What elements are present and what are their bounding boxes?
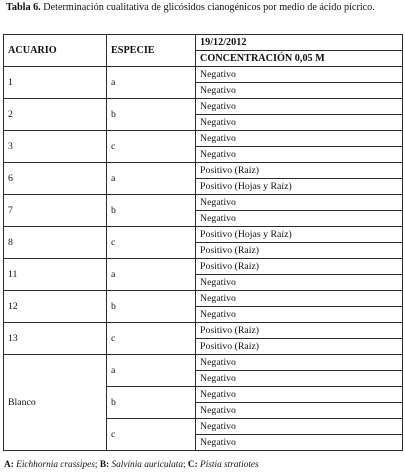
header-row xyxy=(4,35,403,51)
especie-cell: c xyxy=(107,419,196,451)
result-cell: Negativo xyxy=(196,83,403,99)
result-cell: Positivo (Raíz) xyxy=(196,259,403,275)
acuario-cell: 13 xyxy=(4,323,107,355)
table-row xyxy=(4,323,403,339)
especie-cell: b xyxy=(107,291,196,323)
header-concentration: CONCENTRACIÓN 0,05 M xyxy=(196,51,403,67)
result-cell: Negativo xyxy=(196,195,403,211)
table-row xyxy=(4,99,403,115)
species-footnote: A: Eichhornia crassipes; B: Salvinia auriculata; C: Pistia stratiotes xyxy=(4,460,259,470)
result-cell: Negativo xyxy=(196,435,403,451)
result-cell: Negativo xyxy=(196,387,403,403)
blanco-cell: Blanco xyxy=(4,355,107,451)
table-caption xyxy=(6,1,401,14)
especie-cell: b xyxy=(107,387,196,419)
table-row xyxy=(4,259,403,275)
header-date: 19/12/2012 xyxy=(196,35,403,51)
especie-cell: a xyxy=(107,67,196,99)
caption-text: Determinación cualitativa de glicósidos cianogénicos por medio de ácido pícrico. xyxy=(40,2,375,13)
acuario-cell: 12 xyxy=(4,291,107,323)
especie-cell: b xyxy=(107,195,196,227)
result-cell: Positivo (Raíz) xyxy=(196,339,403,355)
result-cell: Positivo (Raíz) xyxy=(196,323,403,339)
especie-cell: a xyxy=(107,163,196,195)
especie-cell: a xyxy=(107,259,196,291)
result-cell: Positivo (Raíz) xyxy=(196,163,403,179)
header-especie: ESPECIE xyxy=(107,35,196,67)
result-cell: Negativo xyxy=(196,147,403,163)
results-table xyxy=(3,34,403,451)
result-cell: Positivo (Hojas y Raíz) xyxy=(196,179,403,195)
result-cell: Positivo (Raíz) xyxy=(196,243,403,259)
result-cell: Negativo xyxy=(196,371,403,387)
footnote-b-name: Salvinia auriculata xyxy=(111,460,183,470)
acuario-cell: 3 xyxy=(4,131,107,163)
especie-cell: c xyxy=(107,227,196,259)
result-cell: Negativo xyxy=(196,131,403,147)
result-cell: Negativo xyxy=(196,307,403,323)
acuario-cell: 7 xyxy=(4,195,107,227)
result-cell: Positivo (Hojas y Raíz) xyxy=(196,227,403,243)
acuario-cell: 6 xyxy=(4,163,107,195)
footnote-c-key: C: xyxy=(187,460,198,470)
table-row xyxy=(4,131,403,147)
especie-cell: c xyxy=(107,323,196,355)
result-cell: Negativo xyxy=(196,115,403,131)
result-cell: Negativo xyxy=(196,275,403,291)
table-row xyxy=(4,163,403,179)
result-cell: Negativo xyxy=(196,419,403,435)
result-cell: Negativo xyxy=(196,211,403,227)
acuario-cell: 2 xyxy=(4,99,107,131)
footnote-c-name: Pistia stratiotes xyxy=(200,460,259,470)
footnote-b-key: B: xyxy=(99,460,110,470)
header-acuario: ACUARIO xyxy=(4,35,107,67)
result-cell: Negativo xyxy=(196,291,403,307)
result-cell: Negativo xyxy=(196,99,403,115)
especie-cell: c xyxy=(107,131,196,163)
caption-label: Tabla 6. xyxy=(6,2,41,13)
result-cell: Negativo xyxy=(196,403,403,419)
table-row xyxy=(4,67,403,83)
table-row xyxy=(4,291,403,307)
footnote-a-name: Eichhornia crassipes xyxy=(16,460,95,470)
table-row xyxy=(4,195,403,211)
table-row xyxy=(4,355,403,371)
especie-cell: b xyxy=(107,99,196,131)
result-cell: Negativo xyxy=(196,355,403,371)
footnote-a-key: A: xyxy=(4,460,14,470)
acuario-cell: 1 xyxy=(4,67,107,99)
acuario-cell: 11 xyxy=(4,259,107,291)
especie-cell: a xyxy=(107,355,196,387)
acuario-cell: 8 xyxy=(4,227,107,259)
result-cell: Negativo xyxy=(196,67,403,83)
table-row xyxy=(4,227,403,243)
